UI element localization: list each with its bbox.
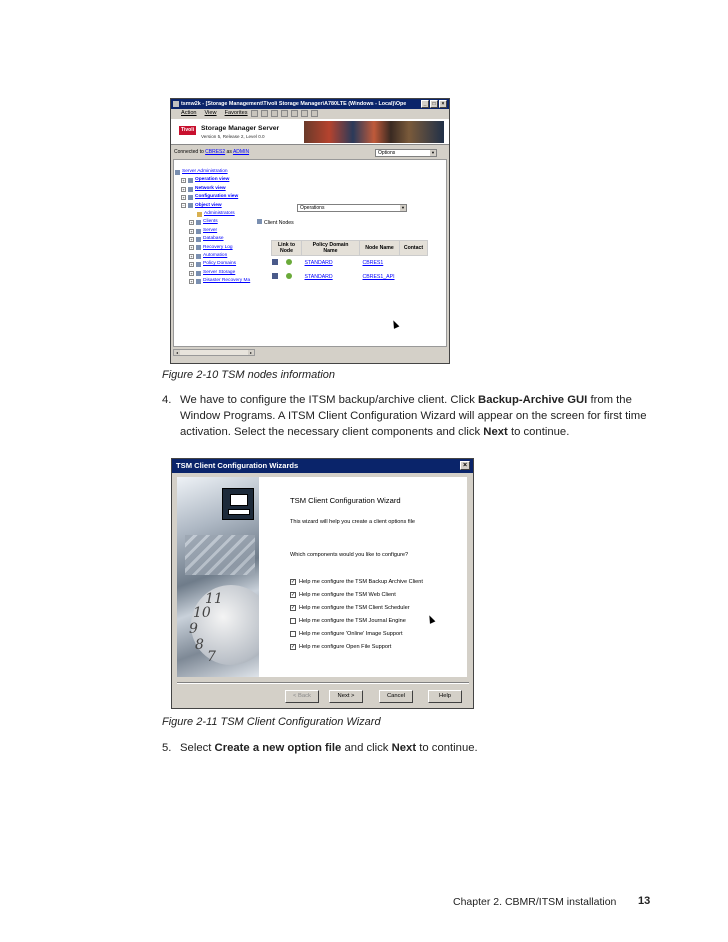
text-run: to continue. <box>510 425 570 438</box>
checkbox-label: Help me configure the TSM Client Scheduler <box>299 605 410 611</box>
clock-numeral: 9 <box>189 621 198 637</box>
expand-icon[interactable]: + <box>190 228 193 234</box>
tree-item-label: Policy Domains <box>203 261 237 267</box>
tree-item[interactable] <box>175 260 257 268</box>
tree-item[interactable] <box>175 185 257 193</box>
page-number: 13 <box>638 895 651 907</box>
window-titlebar[interactable] <box>171 99 449 109</box>
checkbox-journal-engine[interactable] <box>290 618 406 624</box>
scroll-right-icon[interactable]: ▸ <box>249 350 252 355</box>
menu-view[interactable]: View <box>204 110 217 116</box>
link-to-node-icon[interactable] <box>286 259 292 265</box>
tree-item-label: Clients <box>203 219 218 225</box>
client-nodes-label: Client Nodes <box>264 220 294 226</box>
client-nodes-table <box>271 240 428 284</box>
folder-icon <box>196 245 201 250</box>
tree-item-label: Database <box>203 236 224 242</box>
text-run: We have to configure the ITSM backup/archive client. Click <box>180 394 475 406</box>
checkbox[interactable]: ✓ <box>291 592 296 598</box>
window-title: tsmw2k - [Storage Management\Tivoli Storage Manager\A780LTE (Windows - Local)\Ope <box>181 101 407 107</box>
tree-item[interactable] <box>175 244 257 252</box>
close-button[interactable]: × <box>439 100 447 108</box>
folder-icon <box>196 254 201 259</box>
toolbar <box>251 109 318 118</box>
column-header-label: Link to Node <box>277 242 295 255</box>
refresh-icon[interactable] <box>291 110 298 117</box>
expand-icon[interactable]: + <box>190 270 193 276</box>
list-number: 5. <box>162 742 172 754</box>
menu-action[interactable]: Action <box>181 110 197 116</box>
button-separator <box>177 682 469 684</box>
collapse-icon[interactable]: − <box>182 203 185 209</box>
bold-text: Next <box>391 742 417 754</box>
tivoli-logo: Tivoli <box>179 126 196 135</box>
folder-icon <box>197 212 202 217</box>
node-name-cell[interactable]: CBRES1_API <box>362 274 395 281</box>
wizard-titlebar[interactable] <box>172 459 473 473</box>
link-to-node-icon[interactable] <box>286 273 292 279</box>
operations-dropdown[interactable] <box>297 204 407 212</box>
expand-icon[interactable]: + <box>182 194 185 200</box>
wizard-screenshot <box>171 458 474 709</box>
step-5-text <box>180 741 656 757</box>
connected-server[interactable]: CBRES2 <box>205 149 226 155</box>
tree-item-label: Server <box>203 227 218 233</box>
clock-numeral: 11 <box>205 591 223 607</box>
forward-arrow-icon[interactable] <box>261 110 268 117</box>
system-menu-icon[interactable] <box>173 101 179 107</box>
bold-text: Create a new option file <box>214 742 342 754</box>
column-header[interactable] <box>400 241 428 256</box>
expand-icon[interactable]: + <box>182 186 185 192</box>
expand-icon[interactable]: + <box>182 178 185 184</box>
cancel-button[interactable]: Cancel <box>379 690 413 703</box>
wizard-window-title: TSM Client Configuration Wizards <box>176 461 299 470</box>
column-header-label: Contact <box>403 245 424 252</box>
folder-icon <box>196 220 201 225</box>
chevron-down-icon[interactable]: ▼ <box>401 205 405 210</box>
figure-caption: Figure 2-11 TSM Client Configuration Wizard <box>162 716 381 728</box>
expand-icon[interactable]: + <box>190 220 193 226</box>
checkbox[interactable]: ✓ <box>291 644 296 650</box>
tree-item-label: Server Storage <box>203 269 236 275</box>
table-row[interactable] <box>272 270 428 284</box>
node-icon <box>272 273 278 279</box>
show-tree-icon[interactable] <box>281 110 288 117</box>
checkbox-label: Help me configure the TSM Backup Archive Client <box>299 579 423 585</box>
product-banner <box>171 119 449 145</box>
checkbox-client-scheduler[interactable] <box>290 605 410 611</box>
folder-icon <box>196 237 201 242</box>
tree-item[interactable] <box>175 277 257 285</box>
clock-numeral: 10 <box>193 605 211 621</box>
tree-item-label: Disaster Recovery Ma <box>203 278 251 284</box>
wizard-question: Which components would you like to configure? <box>290 552 409 558</box>
contact-cell <box>400 270 428 284</box>
navigation-tree <box>175 168 257 286</box>
options-dropdown-value: Options <box>378 150 396 156</box>
export-icon[interactable] <box>301 110 308 117</box>
column-header[interactable] <box>272 241 302 256</box>
expand-icon[interactable]: + <box>190 253 193 259</box>
horizontal-scrollbar[interactable] <box>173 349 255 356</box>
banner-image <box>304 121 444 143</box>
configuration-view-icon <box>188 195 193 200</box>
up-folder-icon[interactable] <box>271 110 278 117</box>
chevron-down-icon[interactable]: ▼ <box>431 150 435 155</box>
minimize-button[interactable]: _ <box>421 100 429 108</box>
tree-item[interactable] <box>175 202 257 210</box>
folder-icon <box>196 279 201 284</box>
checkbox[interactable] <box>290 631 296 637</box>
connected-user[interactable]: ADMIN <box>232 149 250 155</box>
product-name: Storage Manager Server <box>201 125 280 132</box>
checkbox-label: Help me configure Open File Support <box>299 644 392 650</box>
tsm-nodes-screenshot <box>170 98 450 364</box>
list-number: 4. <box>162 394 172 406</box>
folder-icon <box>196 271 201 276</box>
tree-item[interactable] <box>175 176 257 184</box>
node-icon <box>272 259 278 265</box>
checkbox-label: Help me configure the TSM Journal Engine <box>299 618 406 624</box>
tree-item-label: Configuration view <box>195 194 239 200</box>
policy-domain-cell[interactable]: STANDARD <box>304 274 333 281</box>
expand-icon[interactable]: + <box>190 245 193 251</box>
checkbox-backup-archive-client[interactable] <box>290 579 423 585</box>
tree-item[interactable] <box>175 218 257 226</box>
tree-item-label: Network view <box>195 185 226 191</box>
tree-item[interactable] <box>175 193 257 201</box>
back-button[interactable]: < Back <box>285 690 319 703</box>
step-4-text <box>180 393 656 440</box>
expand-icon[interactable]: + <box>190 278 193 284</box>
checkbox[interactable]: ✓ <box>291 605 296 611</box>
computer-icon <box>222 488 254 520</box>
text-run: Select <box>180 742 212 754</box>
keyboard-graphic <box>185 535 255 575</box>
folder-icon <box>196 229 201 234</box>
checkbox-open-file-support[interactable] <box>290 644 391 650</box>
tree-item[interactable] <box>175 227 257 235</box>
figure-caption: Figure 2-10 TSM nodes information <box>162 369 336 381</box>
tree-item[interactable] <box>175 235 257 243</box>
network-view-icon <box>188 187 193 192</box>
tree-item-label: Server Administration <box>182 169 228 174</box>
contact-cell <box>400 256 428 271</box>
expand-icon[interactable]: + <box>190 262 193 268</box>
tree-item[interactable] <box>175 252 257 260</box>
tree-item[interactable] <box>175 269 257 277</box>
checkbox-online-image-support[interactable] <box>290 631 403 637</box>
column-header-label: Node Name <box>365 245 394 252</box>
policy-domain-cell[interactable]: STANDARD <box>304 260 333 267</box>
checkbox[interactable] <box>290 618 296 624</box>
tree-item[interactable] <box>175 210 257 218</box>
bold-text: Next <box>483 425 508 438</box>
tree-item-label: Automation <box>203 253 228 259</box>
table-row[interactable] <box>272 256 428 271</box>
tree-item-label: Operation view <box>195 177 230 183</box>
column-header[interactable] <box>360 241 400 256</box>
clock-graphic <box>191 585 259 665</box>
wizard-heading: TSM Client Configuration Wizard <box>290 496 401 505</box>
operations-dropdown-value: Operations <box>300 205 325 211</box>
tree-item-label: Object view <box>195 202 222 208</box>
text-run: and click <box>344 742 389 754</box>
options-dropdown[interactable] <box>375 149 437 157</box>
computer-base <box>228 509 250 515</box>
computer-screen <box>230 494 248 506</box>
help-button[interactable]: Help <box>428 690 462 703</box>
scroll-left-icon[interactable]: ◂ <box>175 350 178 355</box>
wizard-intro: This wizard will help you create a client options file <box>290 519 415 525</box>
folder-icon <box>196 262 201 267</box>
text-run: from the Window Programs. A ITSM Client Configuration Wizard will appear on the screen for first time activation. Select the necessary client components and click <box>180 394 647 438</box>
operation-view-icon <box>188 178 193 183</box>
tree-item[interactable] <box>175 168 257 176</box>
menu-favorites[interactable]: Favorites <box>224 110 248 116</box>
checkbox-web-client[interactable] <box>290 592 396 598</box>
connected-label: Connected to <box>174 149 204 155</box>
checkbox[interactable]: ✓ <box>291 579 296 585</box>
chapter-footer: Chapter 2. CBMR/ITSM installation <box>453 896 617 908</box>
bold-text: Backup-Archive GUI <box>478 394 588 406</box>
checkbox-label: Help me configure the TSM Web Client <box>299 592 396 598</box>
close-icon[interactable]: × <box>460 461 470 470</box>
tree-item-label: Recovery Log <box>203 244 233 250</box>
next-button[interactable]: Next > <box>329 690 363 703</box>
clock-numeral: 7 <box>207 649 216 665</box>
server-icon <box>175 170 180 175</box>
client-nodes-icon <box>257 219 262 224</box>
clock-numeral: 8 <box>195 637 204 653</box>
client-nodes-heading <box>257 219 294 226</box>
expand-icon[interactable]: + <box>190 236 193 242</box>
object-view-icon <box>188 203 193 208</box>
checkbox-label: Help me configure 'Online' Image Support <box>299 631 403 637</box>
text-run: to continue. <box>419 742 478 754</box>
connected-as: as <box>226 149 232 155</box>
tree-item-label: Administrators <box>204 211 235 217</box>
column-header-label: Policy Domain Name <box>312 242 349 255</box>
back-arrow-icon[interactable] <box>251 110 258 117</box>
product-version: Version 5, Release 2, Level 0.0 <box>201 134 265 139</box>
node-name-cell[interactable]: CBRES1 <box>362 260 384 267</box>
help-icon[interactable] <box>311 110 318 117</box>
column-header[interactable] <box>302 241 360 256</box>
table-header-row <box>272 241 428 256</box>
maximize-button[interactable]: □ <box>430 100 438 108</box>
